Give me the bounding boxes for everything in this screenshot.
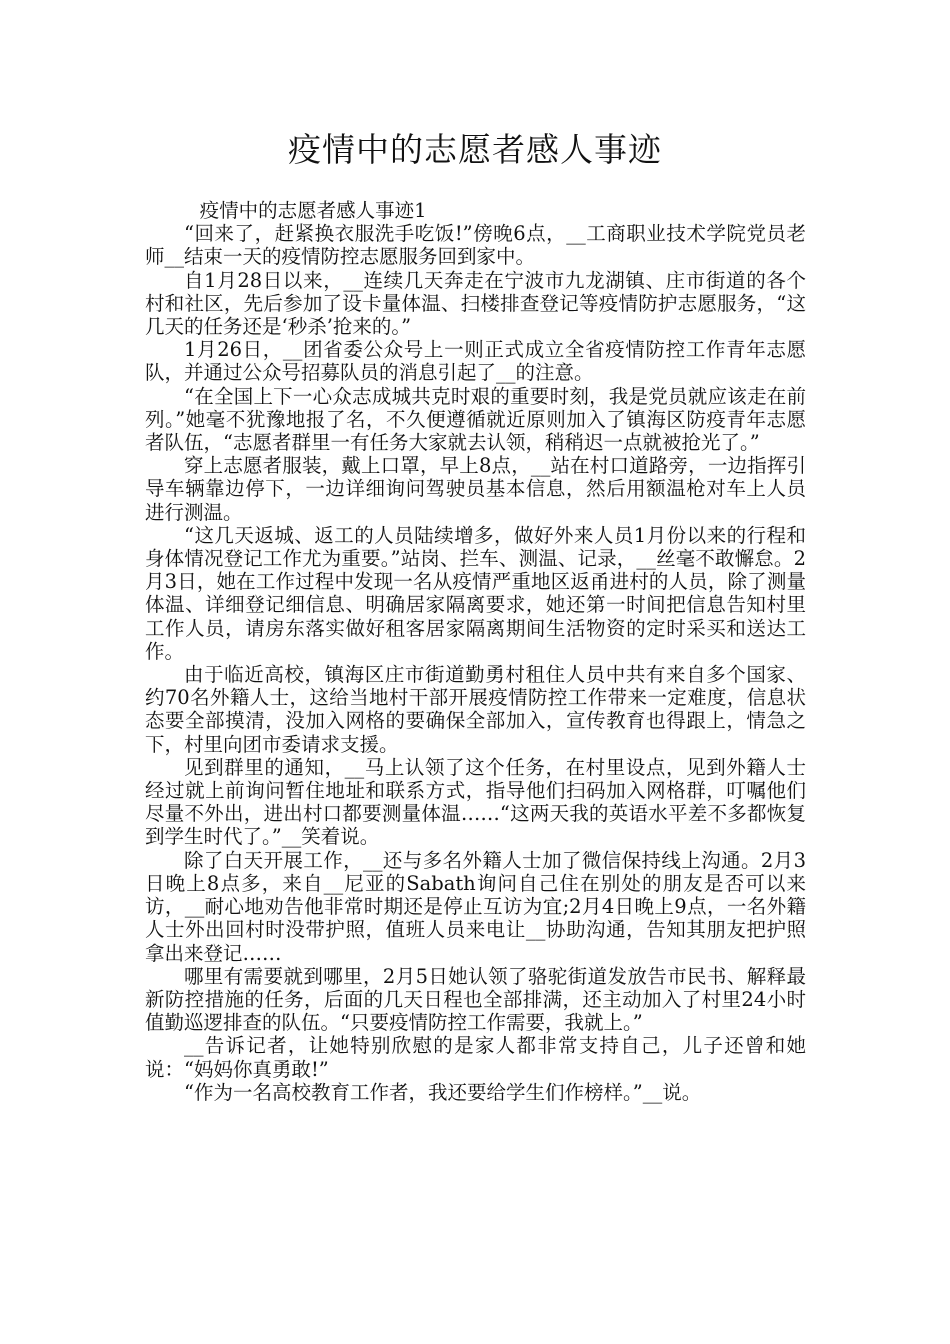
document-title: 疫情中的志愿者感人事迹 — [288, 130, 662, 169]
paragraph: 见到群里的通知，__马上认领了这个任务，在村里设点，见到外籍人士经过就上前询问暂住地址和联系方式，指导他们扫码加入网格群，叮嘱他们尽量不外出，进出村口都要测量体温……“这两天我的英语水平差不多都恢复到学生时代了。”__笑着说。 — [145, 755, 806, 849]
paragraph: 自1月28日以来，__连续几天奔走在宁波市九龙湖镇、庄市街道的各个村和社区，先后参加了设卡量体温、扫楼排查登记等疫情防护志愿服务，“这几天的任务还是‘秒杀’抢来的。” — [145, 268, 806, 339]
paragraph: 1月26日，__团省委公众号上一则正式成立全省疫情防控工作青年志愿队，并通过公众号招募队员的消息引起了__的注意。 — [145, 338, 806, 385]
paragraph: 由于临近高校，镇海区庄市街道勤勇村租住人员中共有来自多个国家、约70名外籍人士，这给当地村干部开展疫情防控工作带来一定难度，信息状态要全部摸清，没加入网格的要确保全部加入，宣传教育也得跟上，情急之下，村里向团市委请求支援。 — [145, 663, 806, 756]
paragraph: 穿上志愿者服装，戴上口罩，早上8点，__站在村口道路旁，一边指挥引导车辆靠边停下，一边详细询问驾驶员基本信息，然后用额温枪对车上人员进行测温。 — [145, 454, 806, 524]
paragraph: “这几天返城、返工的人员陆续增多，做好外来人员1月份以来的行程和身体情况登记工作尤为重要。”站岗、拦车、测温、记录，__丝毫不敢懈怠。2月3日，她在工作过程中发现一名从疫情严重地区返甬进村的人员，除了测量体温、详细登记细信息、明确居家隔离要求，她还第一时间把信息告知村里工作人员，请房东落实做好租客居家隔离期间生活物资的定时采买和送达工作。 — [145, 523, 806, 663]
paragraph: 除了白天开展工作，__还与多名外籍人士加了微信保持线上沟通。2月3日晚上8点多，来自__尼亚的Sabath询问自己住在别处的朋友是否可以来访，__耐心地劝告他非常时期还是停止互访为宜;2月4日晚上9点，一名外籍人士外出回村时没带护照，值班人员来电让__协助沟通，告知其朋友把护照拿出来登记…… — [145, 848, 806, 965]
paragraph: “回来了，赶紧换衣服洗手吃饭!”傍晚6点，__工商职业技术学院党员老师__结束一天的疫情防控志愿服务回到家中。 — [145, 222, 806, 269]
document-body — [145, 199, 806, 1104]
section-heading: 疫情中的志愿者感人事迹1 — [199, 199, 427, 222]
paragraph: “在全国上下一心众志成城共克时艰的重要时刻，我是党员就应该走在前列。”她毫不犹豫地报了名，不久便遵循就近原则加入了镇海区防疫青年志愿者队伍，“志愿者群里一有任务大家就去认领，稍稍迟一点就被抢光了。” — [145, 384, 806, 455]
paragraph: __告诉记者，让她特别欣慰的是家人都非常支持自己，儿子还曾和她说：“妈妈你真勇敢!” — [145, 1034, 806, 1081]
paragraph: “作为一名高校教育工作者，我还要给学生们作榜样。”__说。 — [184, 1080, 702, 1104]
paragraph: 哪里有需要就到哪里，2月5日她认领了骆驼街道发放告市民书、解释最新防控措施的任务，后面的几天日程也全部排满，还主动加入了村里24小时值勤巡逻排查的队伍。“只要疫情防控工作需要，我就上。” — [145, 964, 806, 1035]
